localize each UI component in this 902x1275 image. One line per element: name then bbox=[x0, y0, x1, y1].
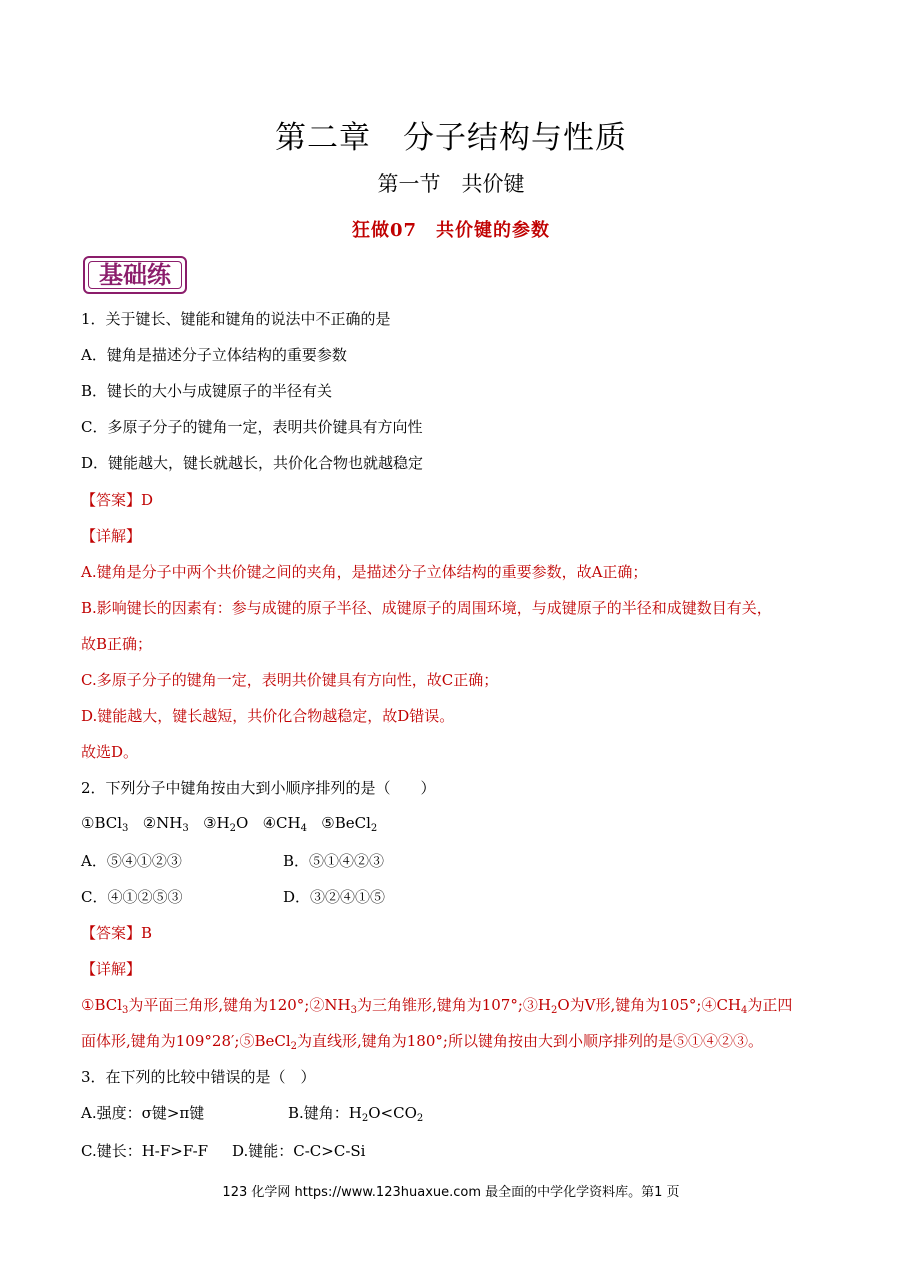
q2-option-d: D．③②④①⑤ bbox=[283, 888, 386, 906]
q1-explain-line: 故B正确； bbox=[81, 635, 153, 653]
q2-answer bbox=[81, 922, 152, 943]
badge-basic-practice: 基础练 bbox=[83, 256, 187, 294]
q1-option-b: B．键长的大小与成键原子的半径有关 bbox=[81, 382, 333, 400]
q2-molecule-list bbox=[81, 814, 377, 834]
q2-option-c: C．④①②⑤③ bbox=[81, 888, 183, 906]
q1-explain-line: A.键角是分子中两个共价键之间的夹角，是描述分子立体结构的重要参数，故A正确； bbox=[81, 563, 648, 581]
q2-option-a: A．⑤④①②③ bbox=[81, 852, 182, 870]
q2-answer-value: B bbox=[141, 924, 153, 942]
q2-option-b: B．⑤①④②③ bbox=[283, 852, 385, 870]
q2-explain-line-1: ①BCl$_3$为平面三角形,键角为$120^\circ;②NH_3$为三角锥形,键角为$107^\circ;③H_2O$为V形,键角为$105^\circ;④CH_4$为正四 bbox=[81, 996, 793, 1016]
q3-option-d: D.键能：C-C>C-Si bbox=[232, 1142, 366, 1160]
q1-answer-label: 【答案】 bbox=[81, 491, 142, 509]
molecule-3: $③H_2O$ bbox=[203, 814, 249, 834]
q3-option-c: C.键长：H-F>F-F bbox=[81, 1142, 209, 1160]
molecule-2: $②NH_3$ bbox=[142, 814, 189, 834]
q1-stem: 1．关于键长、键能和键角的说法中不正确的是 bbox=[81, 310, 391, 328]
q2-explain-label: 【详解】 bbox=[81, 960, 142, 978]
q2-explain-line-2: 面体形,键角为109°28′;⑤BeCl$_2$为直线形,键角为180°;所以键角按由大到小顺序排列的是⑤①④②③。 bbox=[81, 1032, 763, 1052]
q1-option-d: D．键能越大，键长就越长，共价化合物也就越稳定 bbox=[81, 454, 424, 472]
q3-stem: 3．在下列的比较中错误的是（ ） bbox=[81, 1068, 316, 1086]
chapter-title: 第二章 分子结构与性质 bbox=[275, 120, 627, 156]
exercise-title: 狂做07 共价键的参数 bbox=[351, 220, 551, 241]
q1-answer bbox=[81, 489, 153, 510]
q1-explain-label: 【详解】 bbox=[81, 527, 142, 545]
molecule-1: ①BCl$_3$ bbox=[81, 814, 129, 834]
q1-explain-line: D.键能越大，键长越短，共价化合物越稳定，故D错误。 bbox=[81, 707, 455, 725]
q1-explain-line: 故选D。 bbox=[81, 743, 139, 761]
q1-explain-line: B.影响键长的因素有：参与成键的原子半径、成键原子的周围环境，与成键原子的半径和成键数目有关， bbox=[81, 599, 772, 617]
q2-answer-label: 【答案】 bbox=[81, 924, 142, 942]
q1-answer-value: D bbox=[141, 491, 154, 509]
q1-explain-line: C.多原子分子的键角一定，表明共价键具有方向性，故C正确； bbox=[81, 671, 499, 689]
molecule-5: ⑤BeCl$_2$ bbox=[321, 814, 378, 834]
q1-option-a: A．键角是描述分子立体结构的重要参数 bbox=[81, 346, 347, 364]
section-title: 第一节 共价键 bbox=[377, 172, 525, 196]
q3-option-b: B.键角：$H_2O<CO_2$ bbox=[288, 1104, 424, 1124]
molecule-4: $④CH_4$ bbox=[262, 814, 307, 834]
q3-option-a: A.强度：σ键>π键 bbox=[81, 1104, 205, 1122]
page-footer: 123 化学网 https://www.123huaxue.com 最全面的中学化学资料库。第1 页 bbox=[222, 1185, 680, 1200]
q2-stem: 2．下列分子中键角按由大到小顺序排列的是（ ） bbox=[81, 779, 436, 797]
q1-option-c: C．多原子分子的键角一定，表明共价键具有方向性 bbox=[81, 418, 423, 436]
